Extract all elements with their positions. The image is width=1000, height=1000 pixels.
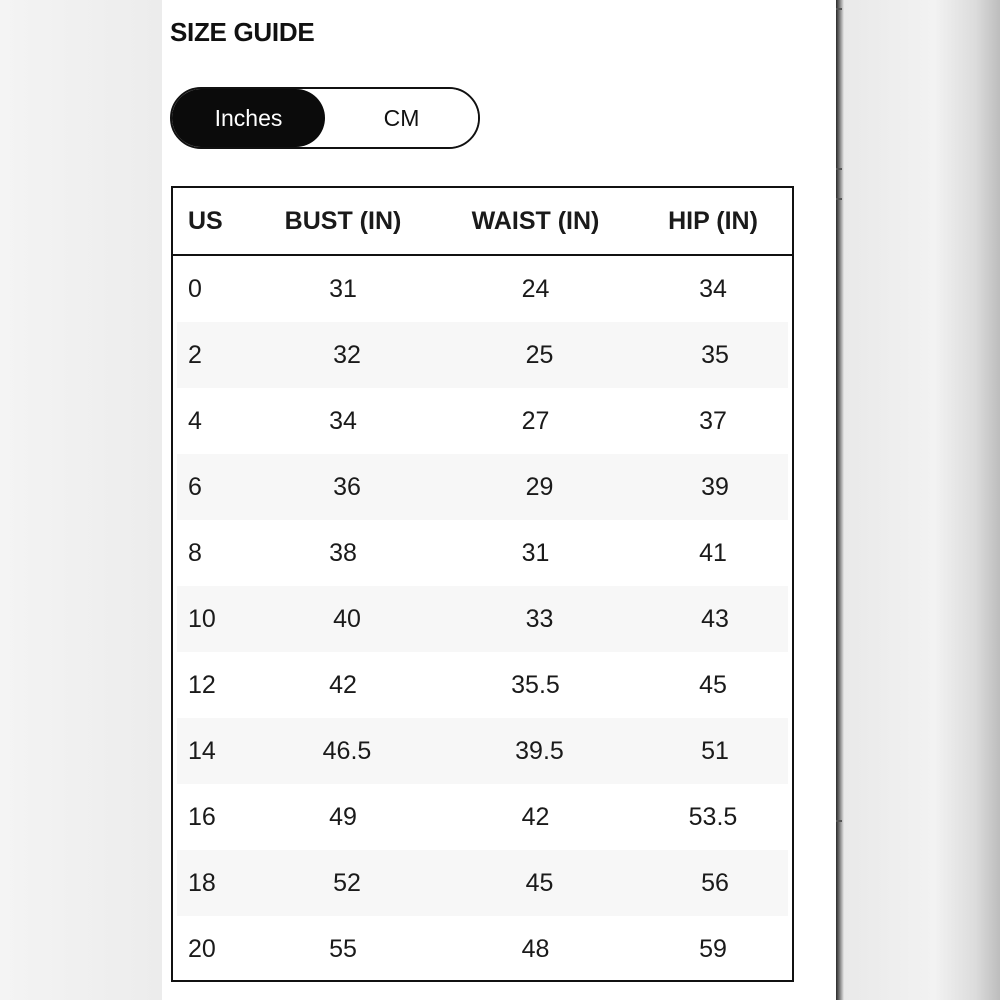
cell-bust: 31: [329, 274, 357, 303]
edge-tick: [836, 8, 842, 10]
header-hip: HIP (IN): [668, 206, 758, 235]
table-header: [173, 188, 792, 256]
cell-us: 6: [188, 472, 202, 501]
cell-bust: 52: [333, 868, 361, 897]
cell-hip: 53.5: [688, 802, 738, 831]
cell-us: 20: [188, 934, 216, 963]
table-row: [173, 652, 792, 718]
table-row: [173, 256, 792, 322]
cell-hip: 56: [701, 868, 729, 897]
table-row: [177, 586, 788, 652]
cell-bust: 36: [333, 472, 361, 501]
header-bust: BUST (IN): [284, 206, 402, 235]
table-row: [177, 322, 788, 388]
cell-waist: 42: [521, 802, 550, 831]
cell-bust: 40: [333, 604, 361, 633]
cell-hip: 41: [699, 538, 727, 567]
cell-bust: 55: [329, 934, 357, 963]
table-row: [177, 454, 788, 520]
cell-waist: 27: [521, 406, 550, 435]
edge-tick: [836, 820, 842, 822]
edge-tick: [836, 198, 842, 200]
cell-hip: 39: [701, 472, 729, 501]
cell-hip: 34: [699, 274, 727, 303]
cell-waist: 29: [525, 472, 554, 501]
size-guide-panel: [162, 0, 836, 1000]
cell-waist: 33: [525, 604, 554, 633]
cell-waist: 24: [521, 274, 550, 303]
table-row: [173, 784, 792, 850]
cell-waist: 48: [521, 934, 550, 963]
cell-us: 10: [188, 604, 216, 633]
cell-us: 2: [188, 340, 202, 369]
cell-bust: 38: [329, 538, 357, 567]
table-row: [173, 388, 792, 454]
cell-waist: 31: [521, 538, 550, 567]
cell-hip: 35: [701, 340, 729, 369]
cell-us: 14: [188, 736, 216, 765]
cell-hip: 43: [701, 604, 729, 633]
toggle-option-inches[interactable]: Inches: [172, 89, 325, 147]
edge-tick: [836, 168, 842, 170]
cell-us: 16: [188, 802, 216, 831]
background-right: [836, 0, 1000, 1000]
cell-us: 12: [188, 670, 216, 699]
cell-bust: 42: [329, 670, 357, 699]
cell-us: 18: [188, 868, 216, 897]
cell-us: 0: [188, 274, 202, 303]
header-waist: WAIST (IN): [471, 206, 600, 235]
cell-bust: 49: [329, 802, 357, 831]
cell-hip: 37: [699, 406, 727, 435]
background-left: [0, 0, 162, 1000]
cell-waist: 25: [525, 340, 554, 369]
header-us: US: [188, 206, 223, 235]
cell-hip: 59: [699, 934, 727, 963]
table-row: [173, 916, 792, 982]
cell-bust: 34: [329, 406, 357, 435]
size-table: [171, 186, 794, 982]
cell-waist: 39.5: [515, 736, 564, 765]
cell-waist: 45: [525, 868, 554, 897]
units-toggle[interactable]: [170, 87, 480, 149]
cell-hip: 51: [701, 736, 729, 765]
cell-us: 8: [188, 538, 202, 567]
cell-hip: 45: [699, 670, 727, 699]
cell-waist: 35.5: [511, 670, 560, 699]
table-body: [173, 256, 792, 982]
page-title: SIZE GUIDE: [170, 17, 315, 47]
cell-us: 4: [188, 406, 202, 435]
cell-bust: 32: [333, 340, 361, 369]
table-row: [177, 718, 788, 784]
table-row: [173, 520, 792, 586]
cell-bust: 46.5: [322, 736, 372, 765]
table-row: [177, 850, 788, 916]
toggle-option-cm[interactable]: CM: [325, 89, 478, 147]
